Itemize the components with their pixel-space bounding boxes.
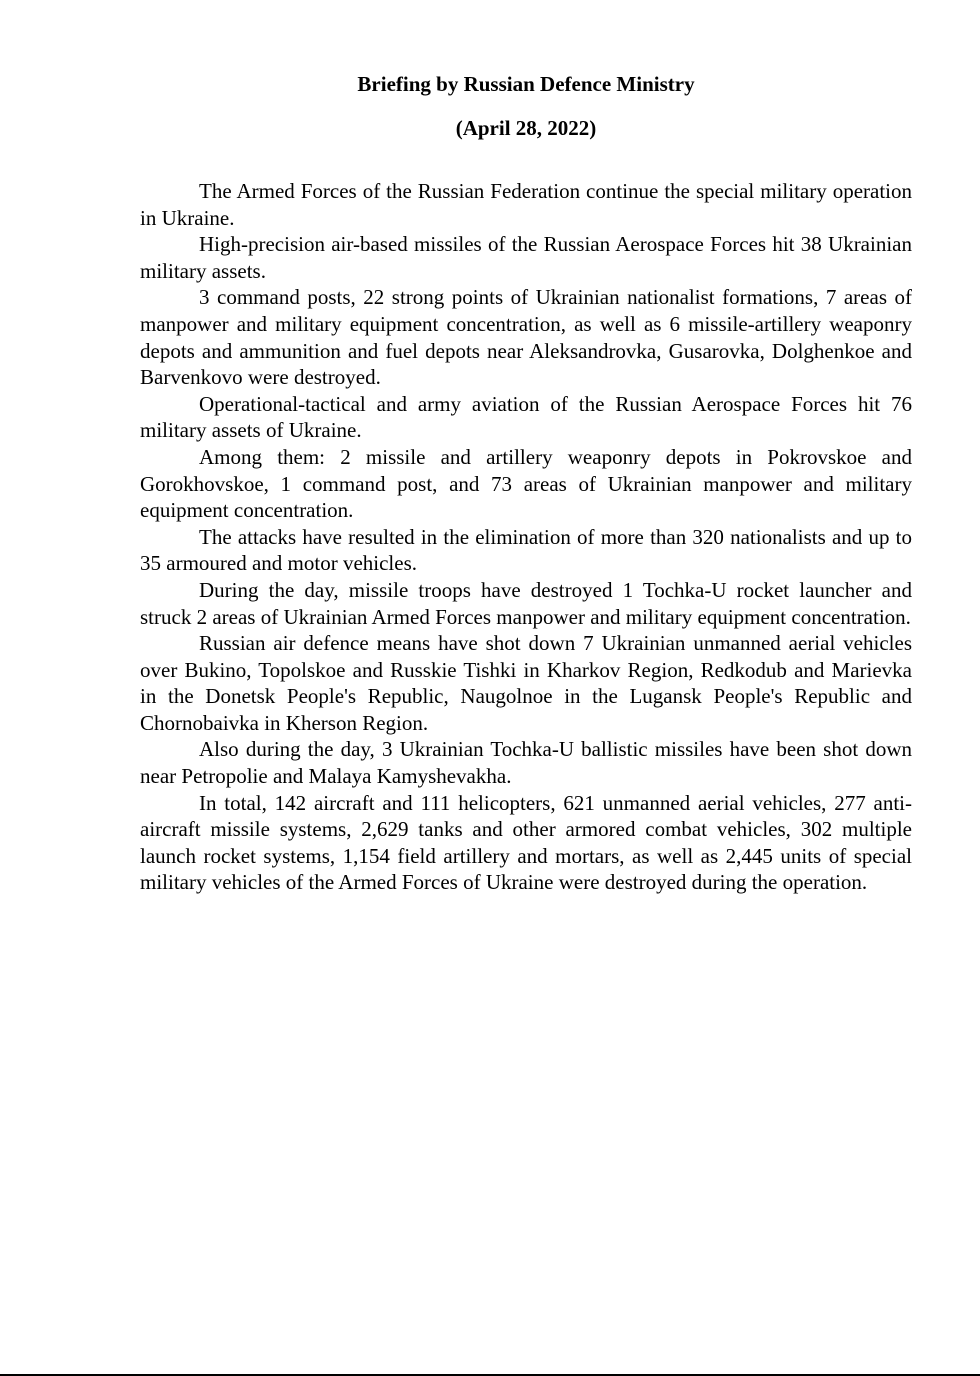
paragraph: The attacks have resulted in the elimination of more than 320 nationalists and up to 35 armoured and motor vehicles.: [140, 524, 912, 576]
paragraph: Russian air defence means have shot down 7 Ukrainian unmanned aerial vehicles over Bukino, Topolskoe and Russkie Tishki in Kharkov Region, Redkodub and Marievka in the Donetsk People's Republic, Naugolnoe in the Lugansk People's Republic and Chornobaivka in Kherson Region.: [140, 631, 912, 735]
paragraph: Also during the day, 3 Ukrainian Tochka-U ballistic missiles have been shot down near Petropolie and Malaya Kamyshevakha.: [140, 737, 912, 789]
paragraph: During the day, missile troops have destroyed 1 Tochka-U rocket launcher and struck 2 areas of Ukrainian Armed Forces manpower and military equipment concentration.: [140, 577, 912, 629]
document-body: [140, 178, 912, 896]
paragraph: The Armed Forces of the Russian Federation continue the special military operation in Ukraine.: [140, 179, 912, 230]
paragraph: In total, 142 aircraft and 111 helicopters, 621 unmanned aerial vehicles, 277 anti-aircraft missile systems, 2,629 tanks and other armored combat vehicles, 302 multiple launch rocket systems, 1,154 field artillery and mortars, as well as 2,445 units of special military vehicles of the Armed Forces of Ukraine were destroyed during the operation.: [140, 790, 912, 895]
document-date: (April 28, 2022): [455, 116, 597, 140]
paragraph: 3 command posts, 22 strong points of Ukrainian nationalist formations, 7 areas of manpower and military equipment concentration, as well as 6 missile-artillery weaponry depots and ammunition and fuel depots near Aleksandrovka, Gusarovka, Dolghenkoe and Barvenkovo were destroyed.: [140, 285, 912, 390]
document-title: Briefing by Russian Defence Ministry: [357, 72, 695, 96]
paragraph: Among them: 2 missile and artillery weaponry depots in Pokrovskoe and Gorokhovskoe, 1 command post, and 73 areas of Ukrainian manpower and military equipment concentration.: [140, 444, 912, 523]
paragraph: High-precision air-based missiles of the Russian Aerospace Forces hit 38 Ukrainian military assets.: [140, 232, 912, 283]
paragraph: Operational-tactical and army aviation of the Russian Aerospace Forces hit 76 military assets of Ukraine.: [140, 391, 912, 443]
